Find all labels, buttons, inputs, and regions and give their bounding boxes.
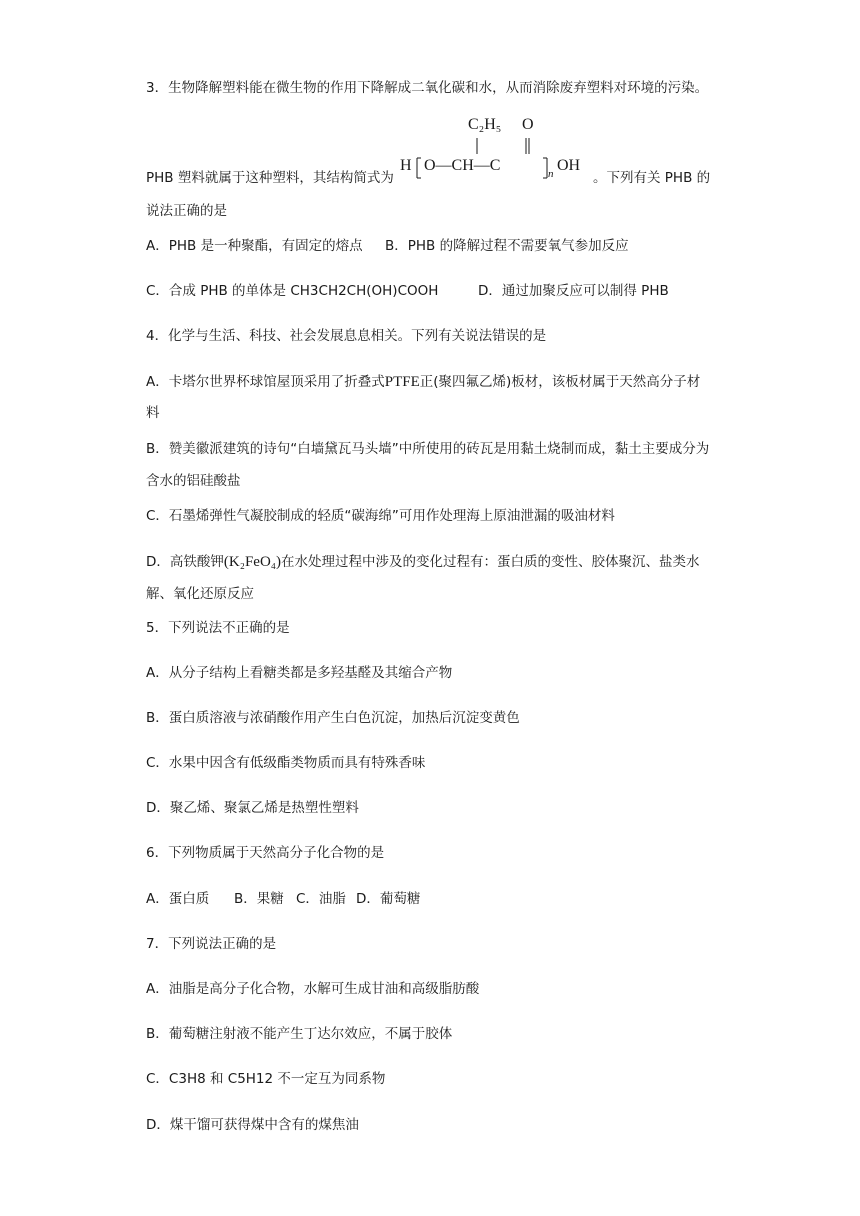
q4-option-d-post: 在水处理过程中涉及的变化过程有：蛋白质的变性、胶体聚沉、盐类水 xyxy=(281,554,700,570)
q7-option-a: A．油脂是高分子化合物，水解可生成甘油和高级脂肪酸 xyxy=(146,981,480,997)
q6-option-c: C．油脂 xyxy=(296,891,346,907)
q4-option-a-pre: A．卡塔尔世界杯球馆屋顶采用了折叠式 xyxy=(146,374,385,390)
q4-option-a xyxy=(146,372,700,392)
q7-stem: 7．下列说法正确的是 xyxy=(146,936,277,952)
q3-stem-line1: 3．生物降解塑料能在微生物的作用下降解成二氧化碳和水，从而消除废弃塑料对环境的污染。 xyxy=(146,80,709,96)
q3-stem-line2-pre: PHB 塑料就属于这种塑料，其结构简式为 xyxy=(146,170,394,186)
structure-n: n xyxy=(548,168,554,180)
q5-option-b: B．蛋白质溶液与浓硝酸作用产生白色沉淀，加热后沉淀变黄色 xyxy=(146,710,520,726)
structure-oh: OH xyxy=(557,157,581,174)
q4-option-b-line1: B．赞美徽派建筑的诗句“白墙黛瓦马头墙”中所使用的砖瓦是用黏土烧制而成，黏土主要成分为 xyxy=(146,441,710,457)
q5-option-a: A．从分子结构上看糖类都是多羟基醛及其缩合产物 xyxy=(146,665,453,681)
q4-option-b-line2: 含水的铝硅酸盐 xyxy=(146,473,241,489)
q4-option-a-post: 正(聚四氟乙烯)板材，该板材属于天然高分子材 xyxy=(419,374,701,390)
q4-stem: 4．化学与生活、科技、社会发展息息相关。下列有关说法错误的是 xyxy=(146,328,547,344)
q7-option-d: D．煤干馏可获得煤中含有的煤焦油 xyxy=(146,1117,359,1133)
structure-h: H xyxy=(400,157,412,174)
q6-option-a: A．蛋白质 xyxy=(146,891,210,907)
q3-option-b: B．PHB 的降解过程不需要氧气参加反应 xyxy=(385,238,629,254)
q4-option-a-cont: 料 xyxy=(146,405,160,421)
structure-repeat-unit: O—CH—C xyxy=(424,157,501,174)
q4-option-a-formula: PTFE xyxy=(384,374,420,390)
phb-structure-formula xyxy=(398,116,594,182)
structure-carbonyl-oxygen: O xyxy=(522,116,534,133)
structure-ethyl-group: C₂H₅ xyxy=(468,116,502,133)
q5-option-d: D．聚乙烯、聚氯乙烯是热塑性塑料 xyxy=(146,800,359,816)
q4-option-d-formula: (K₂FeO₄) xyxy=(223,554,282,570)
q3-option-a: A．PHB 是一种聚酯，有固定的熔点 xyxy=(146,238,363,254)
q6-option-b: B．果糖 xyxy=(234,891,284,907)
q3-stem-line3: 说法正确的是 xyxy=(146,203,227,219)
q4-option-d-pre: D．高铁酸钾 xyxy=(146,554,224,570)
q5-stem: 5．下列说法不正确的是 xyxy=(146,620,290,636)
q3-option-c: C．合成 PHB 的单体是 CH3CH2CH(OH)COOH xyxy=(146,283,439,299)
q6-stem: 6．下列物质属于天然高分子化合物的是 xyxy=(146,845,385,861)
q4-option-d xyxy=(146,552,700,572)
q4-option-d-cont: 解、氧化还原反应 xyxy=(146,586,254,602)
q6-option-d: D．葡萄糖 xyxy=(356,891,421,907)
q7-option-c: C．C3H8 和 C5H12 不一定互为同系物 xyxy=(146,1071,386,1087)
q3-stem-line2-post: 。下列有关 PHB 的 xyxy=(593,170,711,186)
q7-option-b: B．葡萄糖注射液不能产生丁达尔效应，不属于胶体 xyxy=(146,1026,453,1042)
q5-option-c: C．水果中因含有低级酯类物质而具有特殊香味 xyxy=(146,755,426,771)
q4-option-c: C．石墨烯弹性气凝胶制成的轻质“碳海绵”可用作处理海上原油泄漏的吸油材料 xyxy=(146,508,615,524)
q3-option-d: D．通过加聚反应可以制得 PHB xyxy=(478,283,669,299)
